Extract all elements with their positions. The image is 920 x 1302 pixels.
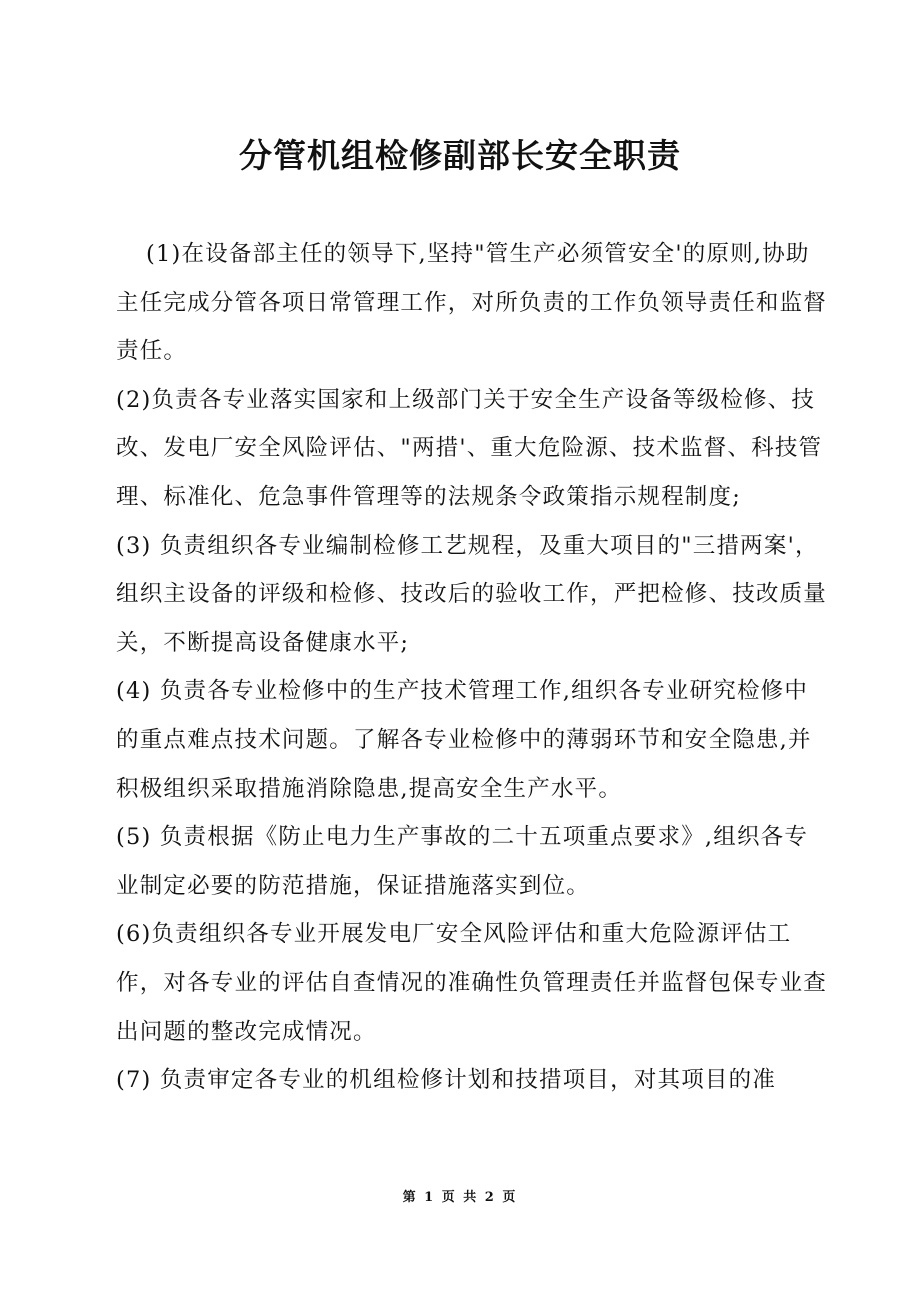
paragraph-5: (5) 负责根据《防止电力生产事故的二十五项重点要求》,组织各专业制定必要的防范措施，保证措施落实到位。 xyxy=(116,824,809,899)
page-footer: 第 1 页 共 2 页 xyxy=(402,1190,518,1205)
paragraph-2: (2)负责各专业落实国家和上级部门关于安全生产设备等级检修、技改、发电厂安全风险评估、"两措'、重大危险源、技术监督、科技管理、标准化、危急事件管理等的法规条令政策指示规程制度; xyxy=(116,386,823,510)
document-body xyxy=(116,230,828,1105)
paragraph-4: (4) 负责各专业检修中的生产技术管理工作,组织各专业研究检修中的重点难点技术问题。了解各专业检修中的薄弱环节和安全隐患,并积极组织采取措施消除隐患,提高安全生产水平。 xyxy=(116,678,812,802)
paragraph-3: (3) 负责组织各专业编制检修工艺规程，及重大项目的"三措两案'， 组织主设备的评级和检修、技改后的验收工作，严把检修、技改质量关，不断提高设备健康水平; xyxy=(116,532,828,656)
paragraph-7: (7) 负责审定各专业的机组检修计划和技措项目，对其项目的准 xyxy=(116,1067,777,1094)
paragraph-1: (1)在设备部主任的领导下,坚持"管生产必须管安全'的原则,协助主任完成分管各项日常管理工作，对所负责的工作负领导责任和监督责任。 xyxy=(116,241,828,365)
paragraph-6: (6)负责组织各专业开展发电厂安全风险评估和重大危险源评估工作，对各专业的评估自查情况的准确性负管理责任并监督包保专业查出问题的整改完成情况。 xyxy=(116,921,828,1045)
document-title: 分管机组检修副部长安全职责 xyxy=(239,136,681,175)
